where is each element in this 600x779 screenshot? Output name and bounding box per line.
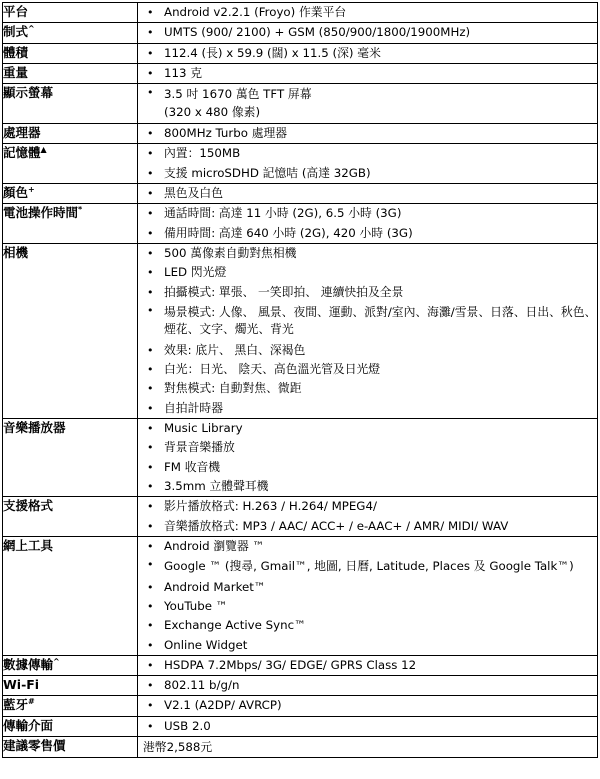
spec-value-list <box>138 64 597 83</box>
spec-row-battery <box>3 204 598 244</box>
spec-row-dimensions <box>3 43 598 63</box>
spec-value-item: • 效果: 底片、 黑白、深褐色 <box>138 341 597 360</box>
spec-label-mark: ^ <box>28 24 35 34</box>
spec-label <box>3 536 138 655</box>
spec-row-memory <box>3 144 598 184</box>
spec-value-item: • 背景音樂播放 <box>138 438 597 457</box>
spec-value-list <box>138 676 597 695</box>
spec-value-list <box>138 717 597 736</box>
spec-label-mark: ▲ <box>40 145 47 155</box>
spec-value-item: • HSDPA 7.2Mbps/ 3G/ EDGE/ GPRS Class 12 <box>138 656 597 675</box>
spec-value-list <box>138 656 597 675</box>
spec-value-list <box>138 44 597 63</box>
spec-value-list <box>138 23 597 42</box>
spec-value-cell <box>138 676 598 696</box>
spec-value-item: • 112.4 (長) x 59.9 (闊) x 11.5 (深) 毫米 <box>138 44 597 63</box>
spec-row-wifi <box>3 676 598 696</box>
spec-label-text: 音樂播放器 <box>3 420 66 436</box>
spec-value-list <box>138 3 597 22</box>
spec-row-camera <box>3 243 598 418</box>
spec-label <box>3 419 138 497</box>
spec-value-item: • 白光：日光、 陰天、高色溫光管及日光燈 <box>138 360 597 379</box>
spec-value-item: • 場景模式: 人像、 風景、夜間、運動、派對/室內、海灘/雪景、日落、日出、秋色、煙花、文字、燭光、背光 <box>138 302 597 341</box>
spec-row-data-transfer <box>3 655 598 675</box>
spec-value-cell <box>138 184 598 204</box>
spec-label-text: 電池操作時間 <box>3 205 79 221</box>
spec-label <box>3 3 138 23</box>
spec-value-item: • Online Widget <box>138 636 597 655</box>
spec-label-text: 網上工具 <box>3 537 54 553</box>
spec-label-mark: + <box>28 184 35 194</box>
spec-value-item: • V2.1 (A2DP/ AVRCP) <box>138 696 597 715</box>
spec-value-item: • 自拍計時器 <box>138 399 597 418</box>
spec-row-weight <box>3 63 598 83</box>
spec-label-text: Wi-Fi <box>3 677 40 693</box>
spec-table-body <box>3 3 598 758</box>
spec-value-item: • 對焦模式: 自動對焦、微距 <box>138 379 597 398</box>
spec-value-list <box>138 537 597 655</box>
spec-value-item: • USB 2.0 <box>138 717 597 736</box>
spec-label-text: 顯示螢幕 <box>3 85 54 101</box>
spec-label <box>3 84 138 124</box>
spec-value-item: • 800MHz Turbo 處理器 <box>138 124 597 143</box>
spec-label <box>3 144 138 184</box>
spec-row-interface <box>3 716 598 736</box>
spec-value-list <box>138 204 597 243</box>
spec-value-item: • 影片播放格式: H.263 / H.264/ MPEG4/ <box>138 497 597 516</box>
spec-label <box>3 737 138 758</box>
spec-value-cell <box>138 144 598 184</box>
spec-label <box>3 716 138 736</box>
spec-value-list <box>138 144 597 183</box>
spec-value-item: • 113 克 <box>138 64 597 83</box>
spec-value-price: 港幣2,588元 <box>138 737 598 758</box>
spec-value-item: • Exchange Active Sync™ <box>138 616 597 635</box>
spec-value-cell <box>138 419 598 497</box>
spec-value-item <box>138 84 597 123</box>
spec-label <box>3 63 138 83</box>
spec-value-cell <box>138 84 598 124</box>
spec-row-formats <box>3 497 598 537</box>
spec-value-list <box>138 696 597 715</box>
spec-label-text: 顏色 <box>3 185 29 201</box>
spec-label-text: 相機 <box>3 244 29 260</box>
spec-row-display <box>3 84 598 124</box>
spec-label <box>3 43 138 63</box>
spec-value-cell <box>138 43 598 63</box>
spec-value-cell <box>138 716 598 736</box>
spec-value-cell <box>138 536 598 655</box>
spec-value-cell <box>138 3 598 23</box>
spec-label <box>3 124 138 144</box>
spec-label-text: 體積 <box>3 44 29 60</box>
spec-value-list <box>138 244 597 418</box>
spec-label <box>3 497 138 537</box>
spec-value-item: • 拍攝模式: 單張、 一笑即拍、 連續快拍及全景 <box>138 283 597 302</box>
spec-value-item: • Android 瀏覽器 ™ <box>138 537 597 556</box>
spec-value-cell <box>138 204 598 244</box>
spec-label-text: 支援格式 <box>3 498 54 514</box>
spec-row-bluetooth <box>3 696 598 716</box>
spec-value-cell <box>138 243 598 418</box>
spec-value-item: • 支援 microSDHD 記憶咭 (高達 32GB) <box>138 164 597 183</box>
spec-value-item: • 內置：150MB <box>138 144 597 163</box>
spec-value-cell <box>138 696 598 716</box>
spec-label-text: 傳輸介面 <box>3 717 54 733</box>
spec-value-item: • Android v2.2.1 (Froyo) 作業平台 <box>138 3 597 22</box>
spec-value-item: • FM 收音機 <box>138 458 597 477</box>
spec-value-list <box>138 419 597 496</box>
spec-value-list <box>138 124 597 143</box>
spec-label-text: 處理器 <box>3 125 41 141</box>
spec-label <box>3 184 138 204</box>
spec-value-cell <box>138 497 598 537</box>
spec-row-platform <box>3 3 598 23</box>
spec-value-list <box>138 84 597 123</box>
spec-label-text: 記憶體 <box>3 145 41 161</box>
spec-row-colour <box>3 184 598 204</box>
spec-value-item: • 音樂播放格式: MP3 / AAC/ ACC+ / e-AAC+ / AMR/ MIDI/ WAV <box>138 517 597 536</box>
spec-label-text: 平台 <box>3 4 29 19</box>
spec-value-item: • 備用時間: 高達 640 小時 (2G), 420 小時 (3G) <box>138 224 597 243</box>
spec-value-list <box>138 184 597 203</box>
spec-value-item: • Music Library <box>138 419 597 438</box>
spec-row-processor <box>3 124 598 144</box>
spec-value-cell <box>138 655 598 675</box>
spec-label <box>3 676 138 696</box>
spec-value-item: • 黑色及白色 <box>138 184 597 203</box>
spec-label <box>3 243 138 418</box>
spec-label-mark: ^ <box>53 656 60 666</box>
spec-value-item: • 通話時間: 高達 11 小時 (2G), 6.5 小時 (3G) <box>138 204 597 223</box>
spec-value-item: • YouTube ™ <box>138 597 597 616</box>
spec-value-cell <box>138 124 598 144</box>
spec-value-item: • UMTS (900/ 2100) + GSM (850/900/1800/1900MHz) <box>138 23 597 42</box>
spec-row-network <box>3 23 598 43</box>
spec-value-cell <box>138 63 598 83</box>
spec-value-item: • 3.5mm 立體聲耳機 <box>138 477 597 496</box>
spec-table <box>2 2 598 758</box>
spec-label-text: 重量 <box>3 64 29 80</box>
spec-label-text: 藍牙 <box>3 697 29 713</box>
spec-label-text: 制式 <box>3 24 29 40</box>
spec-value-item: • Android Market™ <box>138 578 597 597</box>
spec-row-price <box>3 737 598 758</box>
spec-value-item: • LED 閃光燈 <box>138 263 597 282</box>
spec-label-text: 數據傳輸 <box>3 656 54 672</box>
spec-value-item: • Google ™ (搜尋, Gmail™, 地圖, 日曆, Latitude, Places 及 Google Talk™) <box>138 556 597 578</box>
spec-label-text: 建議零售價 <box>3 738 66 753</box>
spec-label <box>3 696 138 716</box>
spec-value-cell <box>138 23 598 43</box>
spec-row-music-player <box>3 419 598 497</box>
spec-value-line: • 3.5 吋 1670 萬色 TFT 屏幕 <box>164 87 312 102</box>
spec-label <box>3 655 138 675</box>
spec-value-item: • 500 萬像素自動對焦相機 <box>138 244 597 263</box>
spec-label <box>3 204 138 244</box>
spec-value-list <box>138 497 597 536</box>
spec-value-item: • 802.11 b/g/n <box>138 676 597 695</box>
spec-label <box>3 23 138 43</box>
spec-value-line: (320 x 480 像素) <box>164 104 261 119</box>
spec-label-mark: * <box>78 205 83 215</box>
spec-row-online-tools <box>3 536 598 655</box>
spec-label-mark: # <box>28 697 35 707</box>
